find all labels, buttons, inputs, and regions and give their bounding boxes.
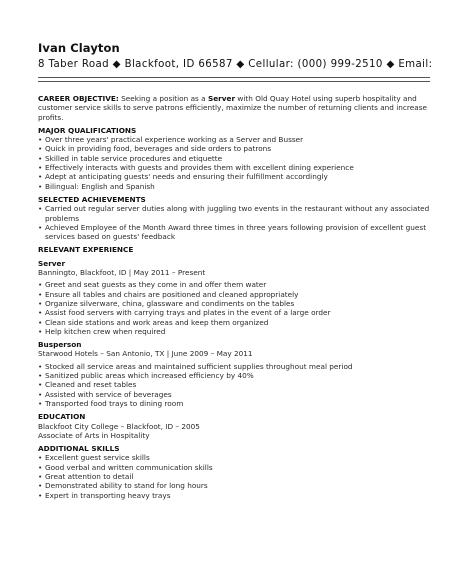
section-heading: MAJOR QUALIFICATIONS — [38, 125, 137, 135]
list-item: • Sanitized public areas which increased efficiency by 40% — [38, 371, 432, 380]
list-item: • Good verbal and written communication skills — [38, 463, 432, 472]
list-item: • Transported food trays to dining room — [38, 399, 432, 408]
list-item: • Expert in transporting heavy trays — [38, 491, 432, 500]
objective-label: CAREER OBJECTIVE: — [38, 94, 119, 103]
separator: ◆ — [236, 59, 245, 70]
list-item: • Cleaned and reset tables — [38, 380, 432, 389]
list-item: • Assisted with service of beverages — [38, 390, 432, 399]
list-item: • Great attention to detail — [38, 472, 432, 481]
education-degree: Associate of Arts in Hospitality — [38, 430, 150, 440]
header-divider — [38, 77, 430, 78]
separator: ◆ — [112, 59, 121, 70]
section-heading: RELEVANT EXPERIENCE — [38, 245, 134, 255]
education-institution: Blackfoot City College – Blackfoot, ID – 2005 — [38, 421, 200, 431]
list-item: • Demonstrated ability to stand for long hours — [38, 481, 432, 490]
list-item: • Assist food servers with carrying trays and plates in the event of a large order — [38, 308, 432, 317]
list-item: • Over three years' practical experience working as a Server and Busser — [38, 135, 432, 144]
list-item: • Quick in providing food, beverages and side orders to patrons — [38, 144, 432, 153]
list-item: • Help kitchen crew when required — [38, 327, 432, 336]
skills-list — [38, 453, 432, 499]
list-item: • Adept at anticipating guests' needs and ensuring their fulfillment accordingly — [38, 172, 432, 181]
objective-role: Server — [207, 94, 236, 103]
candidate-name: Ivan Clayton — [38, 41, 120, 55]
section-heading: SELECTED ACHIEVEMENTS — [38, 194, 146, 204]
objective-text: with Old Quay Hotel using superb hospitality and customer service skills to serve patrons efficiently, maximize the number of returning clients and increase profits. — [38, 94, 428, 122]
qualifications-list — [38, 135, 432, 191]
list-item: • Organize silverware, china, glassware and condiments on the tables — [38, 299, 432, 308]
list-item: • Excellent guest service skills — [38, 453, 432, 462]
list-item: • Achieved Employee of the Month Award three times in three years following provision of excellent guest services based on guests' feedback — [38, 223, 432, 242]
resume-body — [38, 94, 432, 500]
list-item: • Stocked all service areas and maintained sufficient supplies throughout meal period — [38, 362, 432, 371]
list-item: • Ensure all tables and chairs are positioned and cleaned appropriately — [38, 290, 432, 299]
address: 8 Taber Road — [38, 59, 110, 70]
achievements-list — [38, 204, 432, 241]
objective-text: Seeking a position as a — [118, 94, 208, 103]
job-title: Busperson — [38, 340, 82, 350]
job-duties-list — [38, 280, 432, 336]
career-objective — [38, 94, 432, 122]
job-title: Server — [38, 258, 66, 268]
list-item: • Clean side stations and work areas and keep them organized — [38, 318, 432, 327]
contact-line — [38, 59, 432, 70]
list-item: • Skilled in table service procedures and etiquette — [38, 154, 432, 163]
job-duties-list — [38, 362, 432, 408]
job-meta: Banningto, Blackfoot, ID | May 2011 – Present — [38, 268, 206, 278]
job-meta: Starwood Hotels – San Antonio, TX | June 2009 – May 2011 — [38, 349, 253, 359]
city: Blackfoot, ID 66587 — [124, 59, 233, 70]
separator: ◆ — [386, 59, 395, 70]
list-item: • Greet and seat guests as they come in and offer them water — [38, 280, 432, 289]
cellular: Cellular: (000) 999-2510 — [248, 59, 383, 70]
section-heading: EDUCATION — [38, 412, 86, 422]
section-heading: ADDITIONAL SKILLS — [38, 444, 120, 454]
list-item: • Effectively interacts with guests and provides them with excellent dining experience — [38, 163, 432, 172]
header-divider — [38, 81, 430, 82]
list-item: • Bilingual: English and Spanish — [38, 182, 432, 191]
email-label: Email: — [398, 59, 433, 70]
list-item: • Carried out regular server duties along with juggling two events in the restaurant without any associated problems — [38, 204, 432, 223]
